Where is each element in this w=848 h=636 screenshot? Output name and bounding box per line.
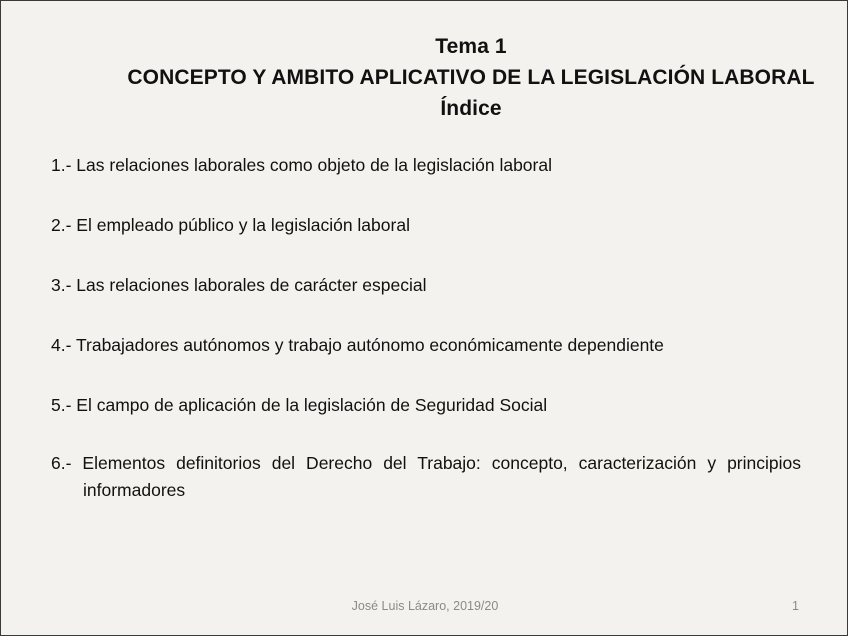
footer-author: José Luis Lázaro, 2019/20: [351, 599, 499, 613]
index-heading: Índice: [440, 97, 502, 120]
index-item: 3.- Las relaciones laborales de carácter especial: [51, 275, 427, 295]
index-item: 2.- El empleado público y la legislación laboral: [51, 215, 410, 235]
index-item: 4.- Trabajadores autónomos y trabajo autónomo económicamente dependiente: [51, 335, 664, 355]
page-number: 1: [792, 599, 799, 613]
index-list: [51, 152, 801, 538]
index-item: 5.- El campo de aplicación de la legislación de Seguridad Social: [51, 395, 548, 415]
index-item: 6.- Elementos definitorios del Derecho del Trabajo: concepto, caracterización y principios informadores: [51, 453, 801, 500]
slide-title-block: [81, 31, 848, 124]
topic-title: Tema 1: [435, 35, 507, 58]
main-heading: CONCEPTO Y AMBITO APLICATIVO DE LA LEGISLACIÓN LABORAL: [127, 66, 815, 89]
index-item: 1.- Las relaciones laborales como objeto de la legislación laboral: [51, 155, 552, 175]
